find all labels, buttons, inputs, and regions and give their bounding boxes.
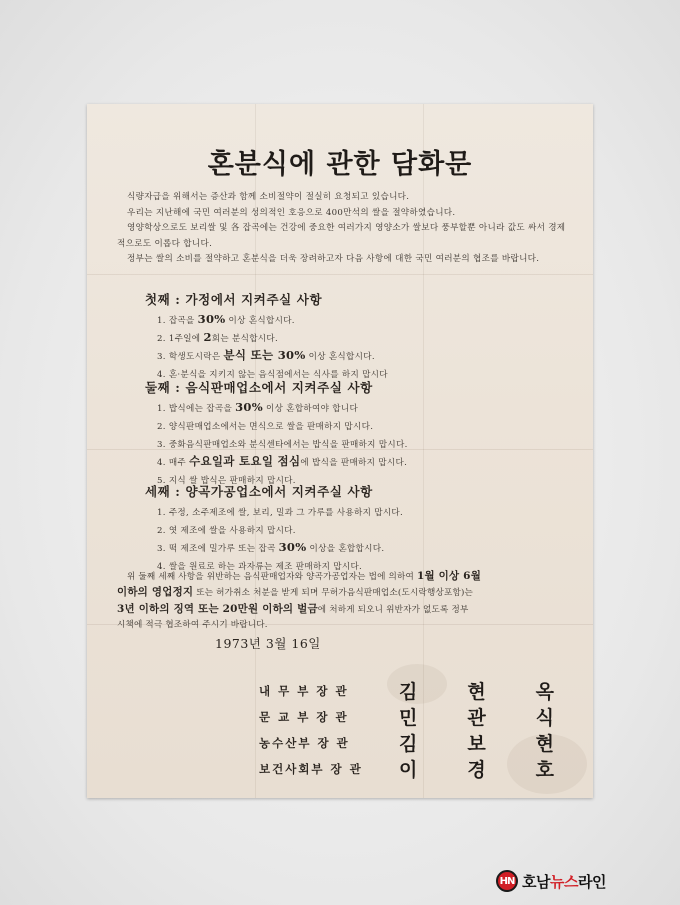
signature-row — [259, 757, 559, 783]
section-items-home — [157, 311, 557, 383]
signature-role: 내 무 부 장 관 — [259, 684, 349, 698]
list-item: 2. 양식판매업소에서는 면식으로 쌀을 판매하지 맙시다. — [157, 422, 374, 432]
list-item: 1. 잡곡을 30% 이상 혼식합시다. — [157, 312, 295, 326]
poster-title: 혼분식에 관한 담화문 — [207, 149, 473, 180]
list-item: 3. 떡 제조에 밀가루 또는 잡곡 30% 이상을 혼합합시다. — [157, 540, 385, 554]
brand-name: 호남뉴스라인 — [522, 872, 606, 891]
section-heading-restaurant: 둘째 : 음식판매업소에서 지켜주실 사항 — [145, 380, 373, 395]
list-item: 5. 지식 쌀 밥식은 판매하지 맙시다. — [157, 476, 296, 486]
intro-line: 우리는 지난해에 국민 여러분의 성의적인 호응으로 400만석의 쌀을 절약하였습니다. — [127, 207, 456, 218]
section-heading-processing: 세째 : 양곡가공업소에서 지켜주실 사항 — [145, 484, 373, 499]
intro-line: 영양학상으로도 보리쌀 및 各 잡곡에는 건강에 중요한 여러가지 영양소가 쌀보다 풍부할뿐 아니라 값도 싸서 경제적으로도 이롭다 합니다. — [117, 223, 566, 249]
signature-role: 문 교 부 장 관 — [259, 710, 349, 724]
signature-row — [259, 705, 559, 731]
signature-name: 이 경 호 — [399, 759, 554, 781]
hn-logo-icon: HN — [496, 870, 518, 892]
list-item: 3. 학생도시락은 분식 또는 30% 이상 혼식합시다. — [157, 348, 375, 362]
intro-line: 정부는 쌀의 소비를 절약하고 혼분식을 더욱 장려하고자 다음 사항에 대한 국민 여러분의 협조를 바랍니다. — [127, 254, 540, 265]
list-item: 1. 밥식에는 잡곡을 30% 이상 혼합하여야 합니다 — [157, 400, 359, 414]
poster-document — [87, 104, 593, 798]
list-item: 4. 혼·분식을 지키지 않는 음식점에서는 식사를 하지 맙시다 — [157, 370, 388, 380]
signature-row — [259, 679, 559, 705]
signature-role: 보건사회부 장 관 — [259, 762, 363, 776]
closing-paragraph: 위 둘째 세째 사항을 위반하는 음식판매업자와 양곡가공업자는 법에 의하여 1월 이상 6월 이하의 영업정지 또는 허가취소 처분을 받게 되며 무허가음식판매업소(도시락행상포함)는 3년 이하의 징역 또는 20만원 이하의 벌금에 처하게 되오니 위반자가 없도록 정부 시책에 적극 협조하여 주시기 바랍니다. — [117, 570, 482, 631]
list-item: 2. 엿 제조에 쌀을 사용하지 맙시다. — [157, 526, 296, 536]
signature-role: 농수산부 장 관 — [259, 736, 350, 750]
section-heading-home: 첫째 : 가정에서 지켜주실 사항 — [145, 292, 323, 307]
list-item: 3. 중화음식판매업소와 분식센타에서는 밥식을 판매하지 맙시다. — [157, 440, 408, 450]
poster-date: 1973년 3월 16일 — [215, 636, 321, 651]
signature-name: 민 관 식 — [399, 707, 554, 729]
section-items-restaurant — [157, 399, 557, 489]
list-item: 4. 매주 수요일과 토요일 점심에 밥식을 판매하지 맙시다. — [157, 454, 408, 468]
list-item: 4. 쌀을 원료로 하는 과자류는 제조 판매하지 맙시다. — [157, 562, 363, 572]
intro-paragraph — [117, 190, 567, 268]
watermark-logo — [496, 870, 606, 892]
list-item: 2. 1주일에 2회는 분식합시다. — [157, 330, 279, 344]
intro-line: 식량자급을 위해서는 증산과 함께 소비절약이 절실히 요청되고 있습니다. — [127, 192, 410, 202]
signature-name: 김 보 현 — [399, 733, 554, 755]
section-items-processing — [157, 503, 557, 575]
signature-name: 김 현 옥 — [399, 681, 554, 703]
list-item: 1. 주정, 소주제조에 쌀, 보리, 밀과 그 가루를 사용하지 맙시다. — [157, 508, 404, 518]
signature-row — [259, 731, 559, 757]
